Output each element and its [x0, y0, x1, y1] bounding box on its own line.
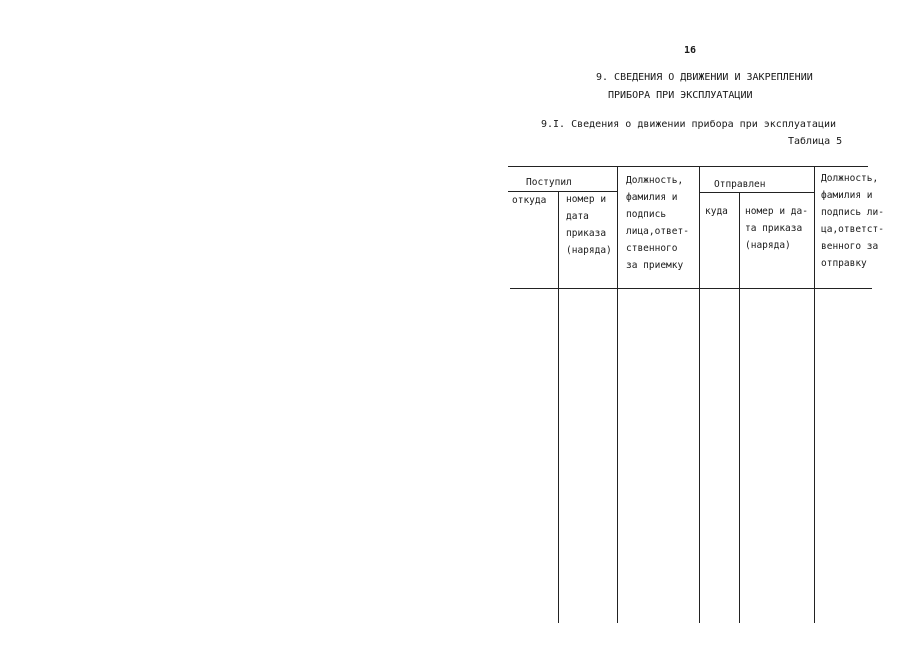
col-divider-5 [814, 166, 815, 623]
header-received: Поступил [526, 177, 572, 188]
header-order-out: номер и да- та приказа (наряда) [745, 206, 808, 251]
table-header-rule [510, 288, 872, 289]
header-from: откуда [512, 195, 547, 206]
col-divider-1 [558, 191, 559, 623]
col-divider-2 [617, 166, 618, 623]
header-order-in: номер и дата приказа (наряда) [566, 194, 612, 256]
header-received-by: Должность, фамилия и подпись лица,ответ- ственного за приемку [626, 175, 689, 271]
header-sent-by: Должность, фамилия и подпись ли- ца,ответст- венного за отправку [821, 173, 884, 269]
col-divider-3 [699, 166, 700, 623]
col-divider-4 [739, 192, 740, 623]
page-number: 16 [684, 45, 697, 56]
header-sent: Отправлен [714, 179, 766, 190]
table-label: Таблица 5 [788, 136, 843, 147]
header-to: куда [705, 206, 728, 217]
section-title-line2: ПРИБОРА ПРИ ЭКСПЛУАТАЦИИ [608, 90, 753, 101]
subsection-title: 9.I. Сведения о движении прибора при эксплуатации [541, 119, 837, 130]
section-title-line1: 9. СВЕДЕНИЯ О ДВИЖЕНИИ И ЗАКРЕПЛЕНИИ [596, 72, 813, 83]
